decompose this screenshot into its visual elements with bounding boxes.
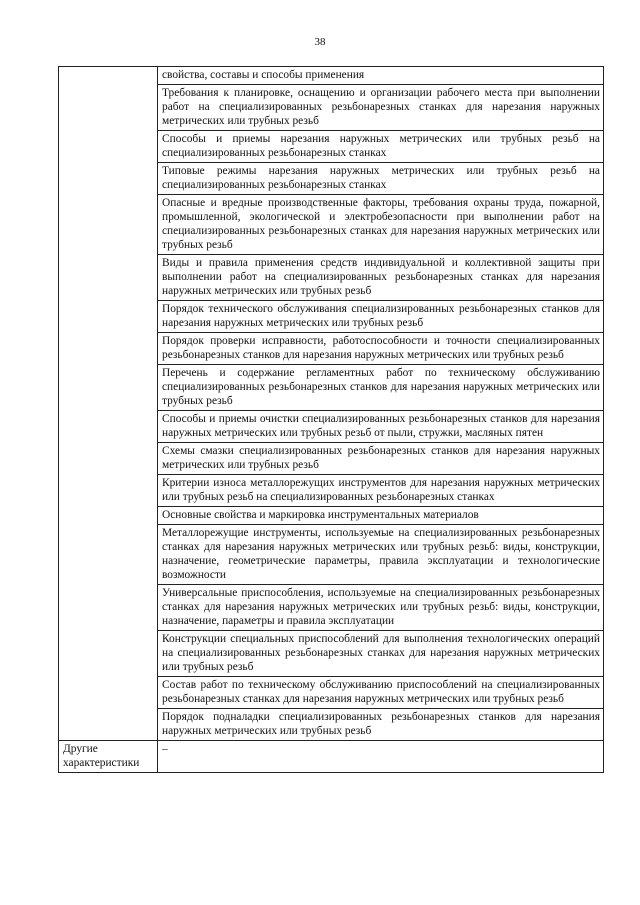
knowledge-item: Основные свойства и маркировка инструментальных материалов <box>158 507 604 525</box>
knowledge-item: Перечень и содержание регламентных работ по техническому обслуживанию специализированных резьбонарезных станков для нарезания наружных метрических или трубных резьб <box>158 365 604 411</box>
knowledge-item: Способы и приемы очистки специализированных резьбонарезных станков для нарезания наружных метрических или трубных резьб от пыли, стружки, масляных пятен <box>158 411 604 443</box>
section-label-cell <box>59 67 158 741</box>
knowledge-item: свойства, составы и способы применения <box>158 67 604 85</box>
knowledge-table <box>58 66 604 773</box>
table-body <box>59 67 604 773</box>
table-row <box>59 67 604 85</box>
knowledge-item: Схемы смазки специализированных резьбонарезных станков для нарезания наружных метрических или трубных резьб <box>158 443 604 475</box>
knowledge-item: Универсальные приспособления, используемые на специализированных резьбонарезных станках для нарезания наружных метрических или трубных резьб: виды, конструкции, назначение, параметры и правила эксплуатации <box>158 585 604 631</box>
knowledge-item: Способы и приемы нарезания наружных метрических или трубных резьб на специализированных резьбонарезных станках <box>158 131 604 163</box>
knowledge-item: Порядок технического обслуживания специализированных резьбонарезных станков для нарезания наружных метрических или трубных резьб <box>158 301 604 333</box>
knowledge-item: Опасные и вредные производственные факторы, требования охраны труда, пожарной, промышленной, экологической и электробезопасности при выполнении работ на специализированных резьбонарезных станках для нарезания наружных метрических или трубных резьб <box>158 195 604 255</box>
knowledge-item: Виды и правила применения средств индивидуальной и коллективной защиты при выполнении работ на специализированных резьбонарезных станках для нарезания наружных метрических или трубных резьб <box>158 255 604 301</box>
table-row <box>59 741 604 773</box>
knowledge-item: Типовые режимы нарезания наружных метрических или трубных резьб на специализированных резьбонарезных станках <box>158 163 604 195</box>
page-number: 38 <box>314 36 326 48</box>
knowledge-item: Металлорежущие инструменты, используемые на специализированных резьбонарезных станках для нарезания наружных метрических или трубных резьб: виды, конструкции, назначение, геометрические параметры, правила эксплуатации и технологические возможности <box>158 525 604 585</box>
knowledge-item: Порядок подналадки специализированных резьбонарезных станков для нарезания наружных метрических или трубных резьб <box>158 709 604 741</box>
knowledge-item: Требования к планировке, оснащению и организации рабочего места при выполнении работ на специализированных резьбонарезных станках для нарезания наружных метрических или трубных резьб <box>158 85 604 131</box>
knowledge-item: Состав работ по техническому обслуживанию приспособлений на специализированных резьбонарезных станках для нарезания наружных метрических или трубных резьб <box>158 677 604 709</box>
knowledge-item: Критерии износа металлорежущих инструментов для нарезания наружных метрических или трубных резьб на специализированных резьбонарезных станках <box>158 475 604 507</box>
other-characteristics-value: – <box>158 741 604 773</box>
knowledge-item: Порядок проверки исправности, работоспособности и точности специализированных резьбонарезных станков для нарезания наружных метрических или трубных резьб <box>158 333 604 365</box>
other-characteristics-label: Другие характеристики <box>59 741 158 773</box>
knowledge-item: Конструкции специальных приспособлений для выполнения технологических операций на специализированных резьбонарезных станках для нарезания наружных метрических или трубных резьб <box>158 631 604 677</box>
